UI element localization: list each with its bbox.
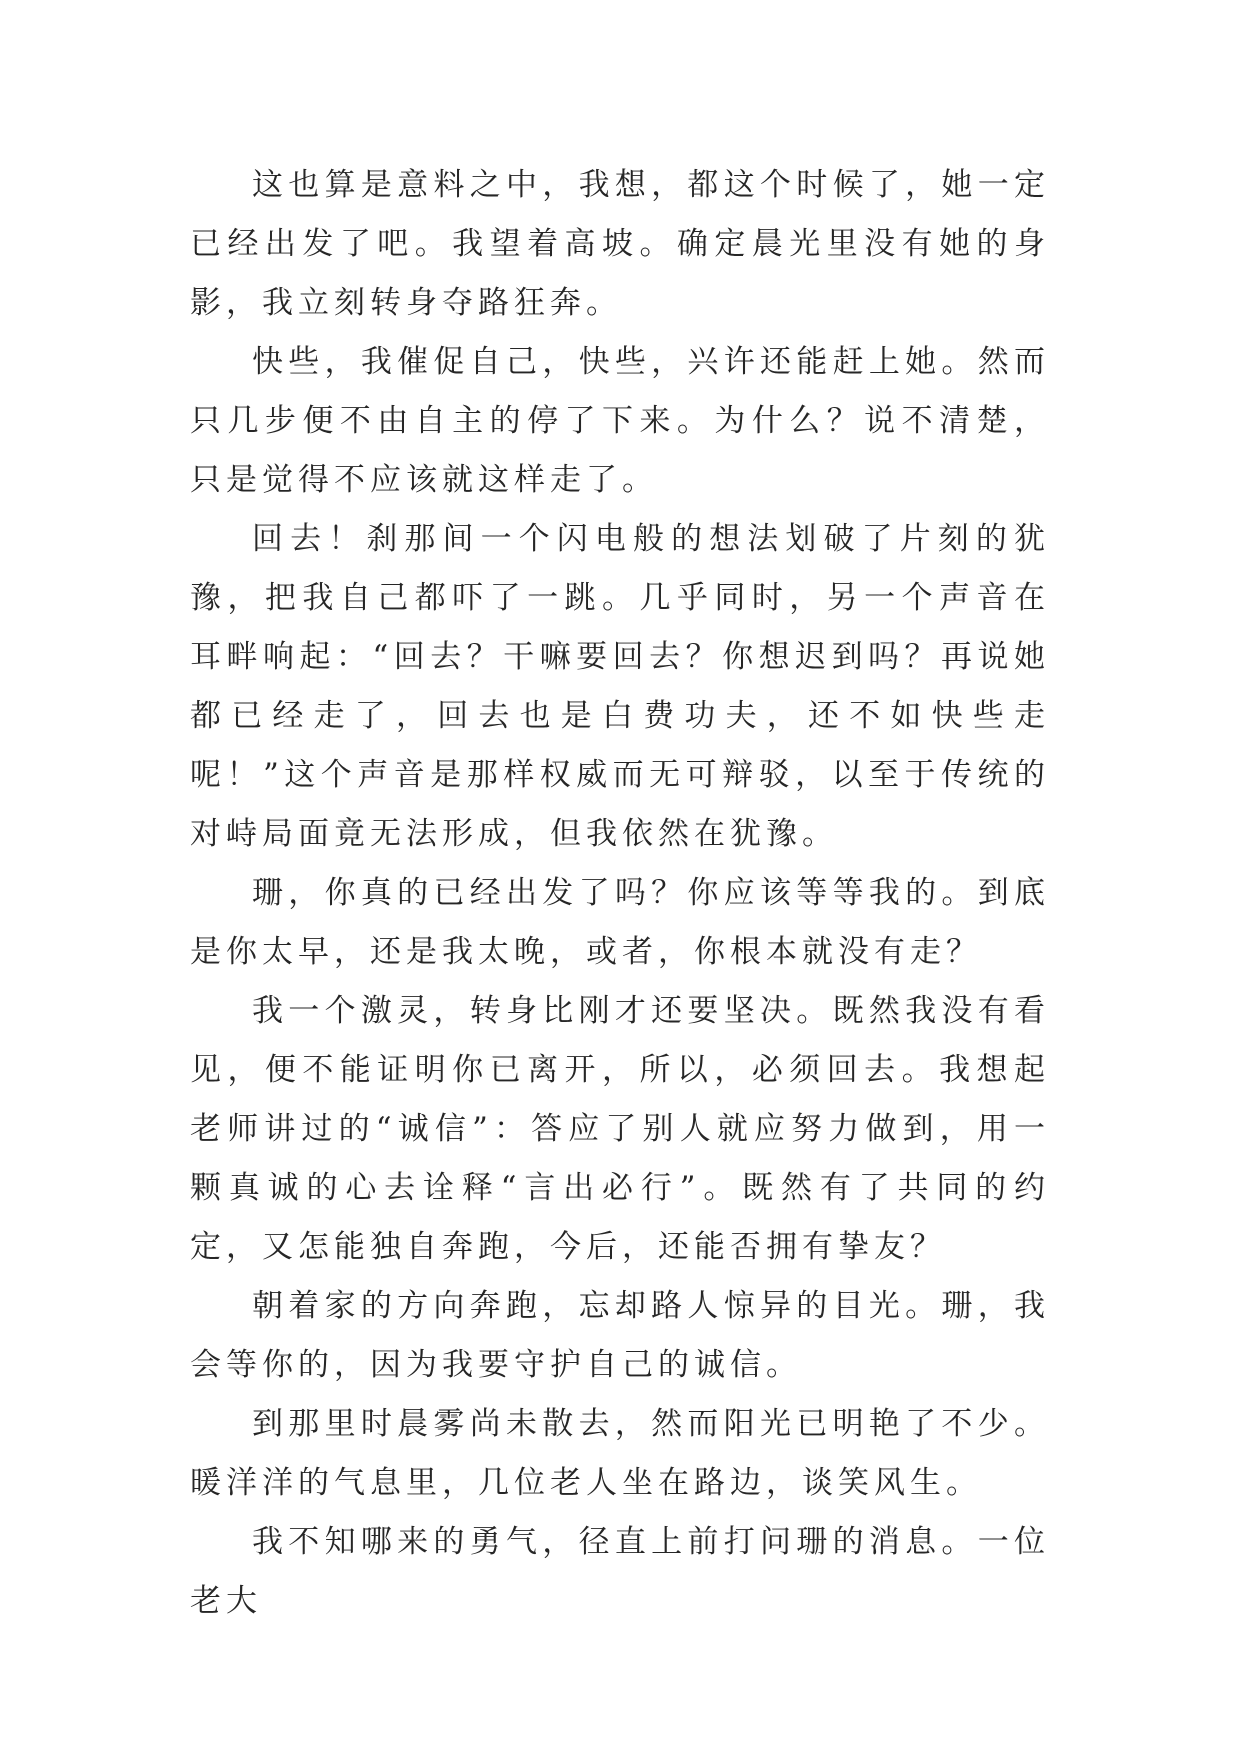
paragraph: 珊，你真的已经出发了吗？你应该等等我的。到底是你太早，还是我太晚，或者，你根本就没有走？ (190, 875, 1050, 970)
body-text (190, 156, 1050, 1631)
paragraph: 到那里时晨雾尚未散去，然而阳光已明艳了不少。暖洋洋的气息里，几位老人坐在路边，谈笑风生。 (190, 1406, 1050, 1501)
paragraph: 快些，我催促自己，快些，兴许还能赶上她。然而只几步便不由自主的停了下来。为什么？说不清楚，只是觉得不应该就这样走了。 (190, 344, 1050, 498)
paragraph: 朝着家的方向奔跑，忘却路人惊异的目光。珊，我会等你的，因为我要守护自己的诚信。 (190, 1288, 1050, 1383)
paragraph: 这也算是意料之中，我想，都这个时候了，她一定已经出发了吧。我望着高坡。确定晨光里没有她的身影，我立刻转身夺路狂奔。 (190, 167, 1050, 321)
paragraph: 我一个激灵，转身比刚才还要坚决。既然我没有看见，便不能证明你已离开，所以，必须回去。我想起老师讲过的“诚信”：答应了别人就应努力做到，用一颗真诚的心去诠释“言出必行”。既然有了共同的约定，又怎能独自奔跑，今后，还能否拥有挚友？ (190, 993, 1050, 1265)
paragraph: 回去！刹那间一个闪电般的想法划破了片刻的犹豫，把我自己都吓了一跳。几乎同时，另一个声音在耳畔响起：“回去？干嘛要回去？你想迟到吗？再说她都已经走了，回去也是白费功夫，还不如快些走呢！”这个声音是那样权威而无可辩驳，以至于传统的对峙局面竟无法形成，但我依然在犹豫。 (190, 521, 1050, 852)
paragraph: 我不知哪来的勇气，径直上前打问珊的消息。一位老大 (190, 1524, 1050, 1619)
